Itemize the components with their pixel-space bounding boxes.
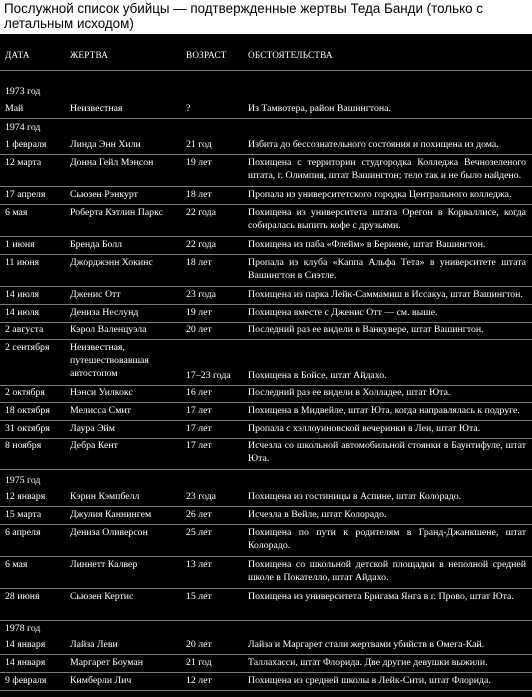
cell-circumstances: Исчезла со школьной автомобильной стоянки в Баунтифуле, штат Юта.: [248, 440, 526, 464]
cell-date: 6 мая: [5, 207, 28, 218]
cell-victim: Маргарет Боуман: [70, 657, 143, 668]
cell-date: 28 июня: [5, 591, 40, 602]
table-row: [0, 422, 532, 436]
cell-circumstances: Похищена в Бойсе, штат Айдахо.: [248, 370, 387, 381]
cell-circumstances: Последний раз ее видели в Холладее, штат Юта.: [248, 387, 451, 398]
cell-circumstances: Похищена из парка Лейк-Саммамиш в Иссакуа, штат Вашингтон.: [248, 289, 523, 300]
cell-circumstances: Похищена из университета Бригама Янга в г. Прово, штат Юта.: [248, 591, 514, 602]
cell-date: 9 февраля: [5, 675, 47, 686]
cell-age: 18 лет: [186, 257, 212, 268]
cell-circumstances: Пропала с хэллоуиновской вечеринки в Леи, штат Юта.: [248, 423, 481, 434]
cell-age: 18 лет: [186, 189, 212, 200]
cell-date: 6 апреля: [5, 527, 41, 538]
cell-circumstances: Похищена с территории студгородка Колледжа Вечнозеленого штата, г. Олимпия, штат Вашингтон; тело так и не было найдено.: [248, 157, 526, 181]
table-row: [0, 590, 532, 618]
table-row: [0, 156, 532, 184]
cell-age: 22 года: [186, 239, 216, 250]
row-divider: [0, 254, 532, 255]
row-divider: [0, 556, 532, 557]
cell-victim: Нэнси Уилкокс: [70, 387, 133, 398]
table-row: [0, 404, 532, 418]
table-row: [0, 674, 532, 688]
cell-date: 2 октября: [5, 387, 45, 398]
table-row: [0, 102, 532, 116]
cell-date: 14 июля: [5, 307, 39, 318]
table-row: [0, 138, 532, 152]
table-row: [0, 439, 532, 467]
cell-date: 11 июня: [5, 257, 40, 268]
table-row: [0, 341, 532, 383]
cell-victim: Неизвестная, путешествовавшая автостопом: [70, 342, 149, 379]
year-heading: 1978 год: [5, 623, 41, 634]
year-heading: 1973 год: [5, 86, 41, 97]
row-divider: [0, 118, 532, 119]
cell-date: 14 января: [5, 657, 46, 668]
cell-victim: Кэрол Валенцуэла: [70, 324, 147, 335]
header-date: ДАТА: [5, 50, 30, 60]
row-divider: [0, 588, 532, 589]
cell-age: 17 лет: [186, 405, 212, 416]
cell-date: 14 июля: [5, 289, 39, 300]
row-divider: [0, 654, 532, 655]
cell-victim: Джулия Каннингем: [70, 509, 152, 520]
cell-date: 12 марта: [5, 157, 42, 168]
row-divider: [0, 672, 532, 673]
row-divider: [0, 506, 532, 507]
cell-victim: Сьюзен Кертис: [70, 591, 134, 602]
cell-circumstances: Похищена из гостиницы в Аспине, штат Колорадо.: [248, 491, 462, 502]
header-age: ВОЗРАСТ: [186, 50, 227, 60]
table-row: [0, 238, 532, 252]
table-row: [0, 386, 532, 400]
row-divider: [0, 420, 532, 421]
table-row: [0, 558, 532, 586]
cell-circumstances: Из Тамвотера, район Вашингтона.: [248, 103, 391, 114]
victims-table: [0, 34, 532, 697]
cell-circumstances: Похищена вместе с Дженис Отт — см. выше.: [248, 307, 438, 318]
row-divider: [0, 339, 532, 340]
cell-age: 16 лет: [186, 387, 212, 398]
cell-victim: Дениза Неслунд: [70, 307, 139, 318]
cell-circumstances: Похищена из средней школы в Лейк-Сити, штат Флорида.: [248, 675, 491, 686]
row-divider: [0, 524, 532, 525]
cell-age: 15 лет: [186, 591, 212, 602]
cell-age: 19 лет: [186, 157, 212, 168]
page-title: Послужной список убийцы — подтвержденные жертвы Теда Банди (только с летальным исходом): [4, 1, 483, 31]
table-row: [0, 656, 532, 670]
cell-age: 19 лет: [186, 307, 212, 318]
cell-victim: Линда Энн Хили: [70, 139, 141, 150]
table-row: [0, 508, 532, 522]
table-row: [0, 490, 532, 504]
cell-victim: Бренда Болл: [70, 239, 123, 250]
cell-circumstances: Похищена со школьной детской площадки в неполной средней школе в Покателло, штат Айдахо.: [248, 559, 526, 583]
table-row: [0, 638, 532, 652]
cell-age: 17 лет: [186, 423, 212, 434]
cell-date: 1 февраля: [5, 139, 47, 150]
cell-age: 22 года: [186, 207, 216, 218]
cell-date: 2 сентября: [5, 342, 50, 353]
cell-age: 20 лет: [186, 639, 212, 650]
cell-victim: Линнетт Калвер: [70, 559, 138, 570]
cell-age: 21 год: [186, 657, 212, 668]
cell-victim: Джорджэнн Хокинс: [70, 257, 153, 268]
row-divider: [0, 304, 532, 305]
cell-date: 6 мая: [5, 559, 28, 570]
cell-circumstances: Похищена по пути к родителям в Гранд-Джанкшене, штат Колорадо.: [248, 527, 526, 551]
cell-age: 23 года: [186, 491, 216, 502]
cell-age: 21 год: [186, 139, 212, 150]
cell-age: 20 лет: [186, 324, 212, 335]
cell-victim: Лайза Леви: [70, 639, 118, 650]
cell-victim: Роберта Кэтлин Паркс: [70, 207, 163, 218]
cell-victim: Мелисса Смит: [70, 405, 131, 416]
cell-age: 17 лет: [186, 440, 212, 451]
table-row: [0, 206, 532, 234]
row-divider: [0, 286, 532, 287]
header-circumstances: ОБСТОЯТЕЛЬСТВА: [248, 50, 333, 60]
cell-age: 23 года: [186, 289, 216, 300]
row-divider: [0, 204, 532, 205]
cell-date: 18 октября: [5, 405, 50, 416]
cell-victim: Сьюзен Рэнкурт: [70, 189, 138, 200]
cell-date: Май: [5, 103, 24, 114]
cell-circumstances: Пропала из университетского городка Центрального колледжа.: [248, 189, 512, 200]
cell-circumstances: Избита до бессознательного состояния и похищена из дома.: [248, 139, 499, 150]
row-divider: [0, 236, 532, 237]
cell-victim: Дебра Кент: [70, 440, 118, 451]
cell-circumstances: Последний раз ее видели в Ванкувере, штат Вашингтон.: [248, 324, 484, 335]
cell-age: 12 лет: [186, 675, 212, 686]
cell-age: 25 лет: [186, 527, 212, 538]
row-divider: [0, 620, 532, 621]
cell-victim: Кэрин Кэмпбелл: [70, 491, 140, 502]
cell-victim: Неизвестная: [70, 103, 123, 114]
table-header: [0, 49, 532, 63]
row-divider: [0, 154, 532, 155]
cell-victim: Лаура Эйм: [70, 423, 115, 434]
cell-date: 14 января: [5, 639, 46, 650]
table-row: [0, 188, 532, 202]
cell-victim: Дженис Отт: [70, 289, 121, 300]
row-divider: [0, 186, 532, 187]
cell-age: 13 лет: [186, 559, 212, 570]
cell-age: 26 лет: [186, 509, 212, 520]
row-divider: [0, 402, 532, 403]
cell-date: 12 января: [5, 491, 46, 502]
cell-circumstances: Похищена из университета штата Орегон в Корваллисе, когда собиралась выпить кофе с друзьями.: [248, 207, 526, 231]
cell-date: 17 апреля: [5, 189, 46, 200]
header-victim: ЖЕРТВА: [70, 50, 109, 60]
table-row: [0, 288, 532, 302]
cell-victim: Дениза Оливерсон: [70, 527, 148, 538]
cell-date: 15 марта: [5, 509, 42, 520]
row-divider: [0, 469, 532, 470]
cell-age: 17–23 года: [186, 370, 231, 381]
table-row: [0, 526, 532, 554]
cell-victim: Донна Гейл Мэнсон: [70, 157, 154, 168]
header-divider: [0, 70, 532, 71]
table-row: [0, 323, 532, 337]
year-heading: 1975 год: [5, 475, 41, 486]
cell-age: ?: [186, 103, 191, 114]
cell-circumstances: Исчезла в Вейле, штат Колорадо.: [248, 509, 387, 520]
table-row: [0, 256, 532, 284]
table-row: [0, 306, 532, 320]
cell-circumstances: Похищена в Мидвейле, штат Юта, когда направлялась к подруге.: [248, 405, 520, 416]
cell-circumstances: Пропала из клуба «Каппа Альфа Тета» в университете штата Вашингтон в Сиэтле.: [248, 257, 526, 281]
cell-date: 1 июня: [5, 239, 35, 250]
row-divider: [0, 690, 532, 691]
cell-circumstances: Таллахасси, штат Флорида. Две другие девушки выжили.: [248, 657, 488, 668]
cell-circumstances: Похищена из паба «Флейм» в Бериене, штат Вашингтон.: [248, 239, 486, 250]
cell-date: 2 августа: [5, 324, 44, 335]
cell-circumstances: Лайза и Маргарет стали жертвами убийств в Омега-Кай.: [248, 639, 485, 650]
year-heading: 1974 год: [5, 122, 41, 133]
cell-victim: Кимберли Лич: [70, 675, 132, 686]
cell-date: 31 октября: [5, 423, 50, 434]
cell-date: 8 ноября: [5, 440, 42, 451]
